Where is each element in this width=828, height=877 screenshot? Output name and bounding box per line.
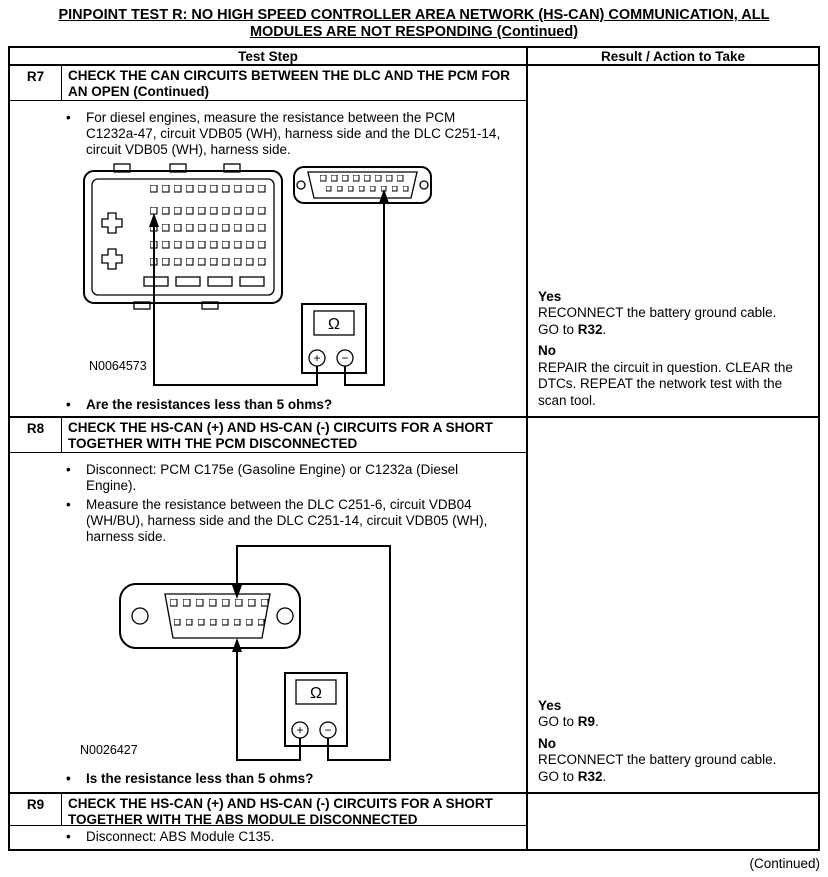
result-cell-r9 <box>528 794 818 849</box>
r7-yes-label: Yes <box>538 288 562 304</box>
r7-yes-line-1: RECONNECT the battery ground cable. <box>538 305 777 320</box>
r7-no-label: No <box>538 343 556 358</box>
r8-question-text: Is the resistance less than 5 ohms? <box>86 771 314 786</box>
r7-question <box>66 397 332 413</box>
dlc-connector <box>120 584 300 648</box>
step-title-r7: CHECK THE CAN CIRCUITS BETWEEN THE DLC AND THE PCM FOR AN OPEN (Continued) <box>62 66 528 101</box>
r8-yes-goto <box>538 714 812 731</box>
step-number-r9: R9 <box>10 794 62 826</box>
plus-terminal-label: + <box>313 351 321 365</box>
continued-note: (Continued) <box>749 856 820 871</box>
r7-yes-goto-pre: GO to <box>538 321 578 337</box>
bullet-icon: • <box>66 771 71 786</box>
r7-no-text: REPAIR the circuit in question. CLEAR the DTCs. REPEAT the network test with the scan tool. <box>538 359 793 408</box>
r7-yes-goto <box>538 322 812 339</box>
r7-question-text: Are the resistances less than 5 ohms? <box>86 397 333 412</box>
step-body-r8 <box>10 453 528 794</box>
ohm-symbol: Ω <box>310 685 322 702</box>
r7-yes-goto-ref: R32 <box>577 321 603 337</box>
probe-arrow-dlc-top <box>232 585 242 599</box>
dlc-connector <box>294 167 431 203</box>
step-body-r7 <box>10 101 528 418</box>
ohm-symbol: Ω <box>328 316 340 333</box>
r7-circuit-diagram <box>74 159 454 391</box>
r8-yes-goto-post: . <box>595 714 599 729</box>
column-header-test-step: Test Step <box>10 48 528 66</box>
page-title-line-1 <box>0 7 828 24</box>
probe-arrow-dlc-bottom <box>232 638 242 652</box>
figure-label-r8: N0026427 <box>80 743 138 757</box>
plus-terminal-label: + <box>296 723 304 737</box>
r8-bullet-list <box>10 453 526 545</box>
r8-bullet-1-text: Disconnect: PCM C175e (Gasoline Engine) or C1232a (Diesel Engine). <box>86 462 459 493</box>
r8-yes-goto-ref: R9 <box>577 714 596 729</box>
r9-bullet-list <box>10 826 526 845</box>
step-body-r9 <box>10 826 528 849</box>
r8-no-goto-ref: R32 <box>577 768 603 784</box>
bullet-icon: • <box>66 497 71 512</box>
step-title-r9: CHECK THE HS-CAN (+) AND HS-CAN (-) CIRCUITS FOR A SHORT TOGETHER WITH THE ABS MODULE DISCONNECTED <box>62 794 528 826</box>
r8-bullet-1 <box>66 462 502 494</box>
pcm-connector <box>84 164 282 309</box>
r8-no-goto-post: . <box>602 768 607 784</box>
r8-question <box>66 771 313 787</box>
r8-no-goto <box>538 769 812 786</box>
page-title <box>0 0 828 41</box>
page-title-line-2 <box>0 24 828 41</box>
r9-bullet-1-text: Disconnect: ABS Module C135. <box>86 829 275 844</box>
r7-yes-goto-post: . <box>602 321 607 337</box>
step-number-r8: R8 <box>10 418 62 453</box>
minus-terminal-label: − <box>324 723 332 737</box>
bullet-icon: • <box>66 110 71 125</box>
step-title-r8: CHECK THE HS-CAN (+) AND HS-CAN (-) CIRCUITS FOR A SHORT TOGETHER WITH THE PCM DISCONNECTED <box>62 418 528 453</box>
r8-bullet-2 <box>66 497 502 545</box>
minus-terminal-label: − <box>341 351 349 365</box>
pinpoint-test-table <box>8 46 820 851</box>
r8-bullet-2-text: Measure the resistance between the DLC C251-6, circuit VDB04 (WH/BU), harness side and the DLC C251-14, circuit VDB05 (WH), harness side. <box>86 497 488 544</box>
bullet-icon: • <box>66 462 71 477</box>
r9-bullet-1 <box>66 829 502 845</box>
title-text-1: PINPOINT TEST R: NO HIGH SPEED CONTROLLER AREA NETWORK (HS-CAN) COMMUNICATION, ALL <box>58 7 770 23</box>
bullet-icon: • <box>66 397 71 412</box>
r7-bullet-list <box>10 101 526 158</box>
title-text-2: MODULES ARE NOT RESPONDING (Continued) <box>249 24 579 40</box>
r7-bullet-1 <box>66 110 502 158</box>
r8-yes-goto-pre: GO to <box>538 714 578 729</box>
column-header-result-action: Result / Action to Take <box>528 48 818 66</box>
r8-circuit-diagram <box>70 539 450 771</box>
r8-yes-label: Yes <box>538 697 562 713</box>
r8-no-label: No <box>538 735 556 751</box>
result-cell-r8 <box>528 418 818 794</box>
r7-bullet-1-text: For diesel engines, measure the resistance between the PCM C1232a-47, circuit VDB05 (WH), harness side and the DLC C251-14, circuit VDB05 (WH), harness side. <box>86 110 501 157</box>
bullet-icon: • <box>66 829 71 844</box>
r8-no-goto-pre: GO to <box>538 768 578 784</box>
figure-label-r7: N0064573 <box>89 359 147 373</box>
r8-no-line-1: RECONNECT the battery ground cable. <box>538 752 777 767</box>
step-number-r7: R7 <box>10 66 62 101</box>
result-cell-r7 <box>528 66 818 418</box>
